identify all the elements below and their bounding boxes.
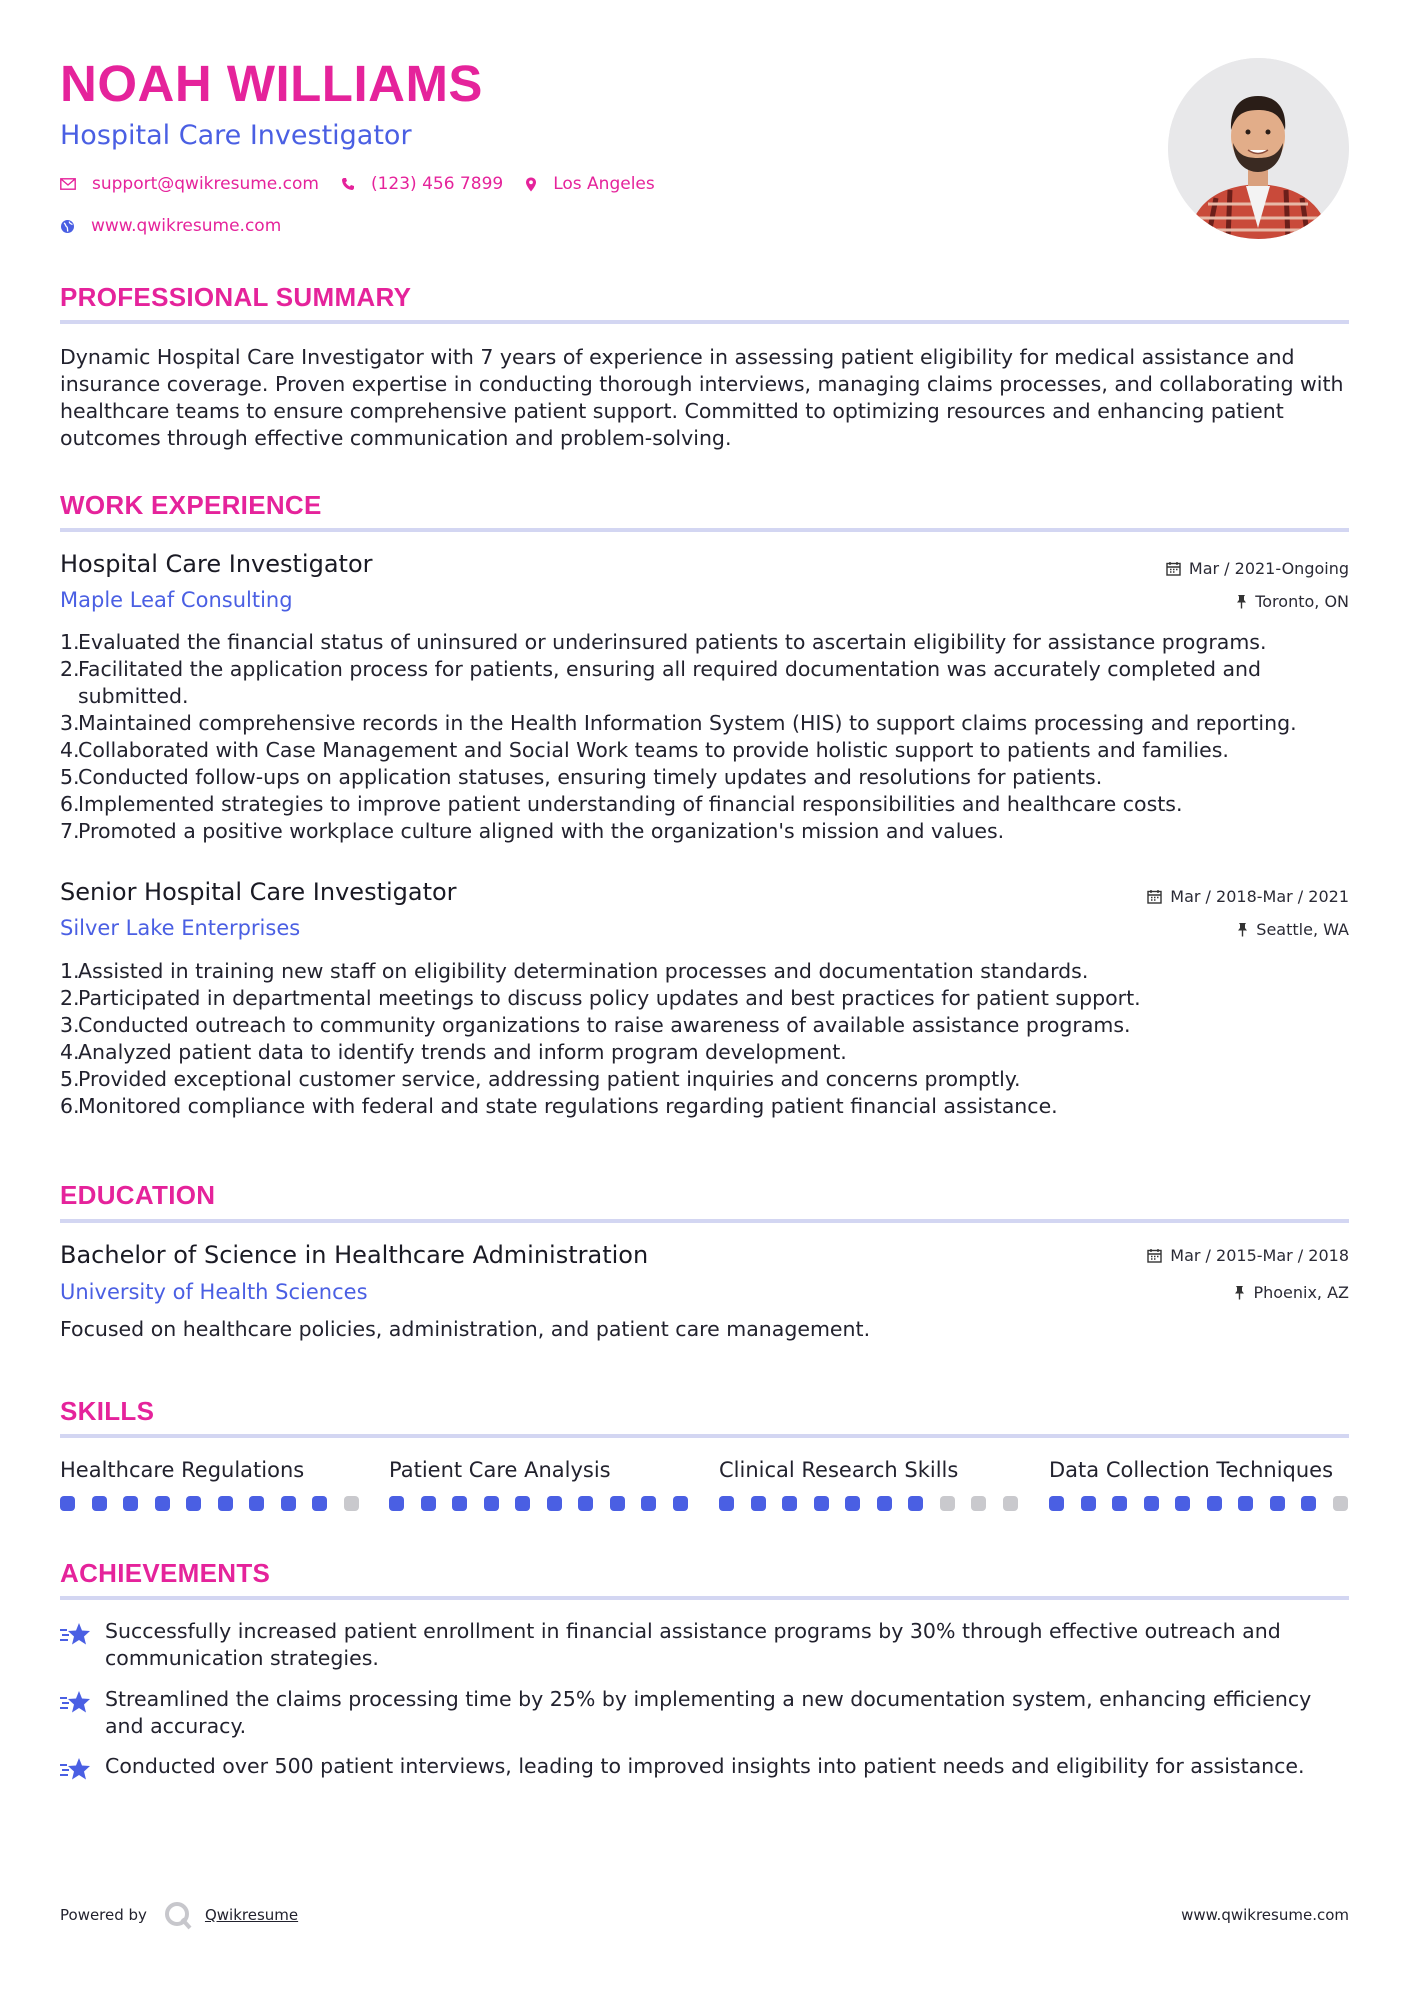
list-item: 2. Facilitated the application process for patients, ensuring all required documentation was accurately completed and submitted. — [60, 657, 1262, 708]
skill-dot-filled — [60, 1496, 75, 1511]
calendar-icon — [1166, 561, 1181, 576]
job-location — [1237, 920, 1349, 939]
envelope-icon — [60, 178, 76, 190]
education-divider — [60, 1219, 1349, 1223]
list-item: 3. Conducted outreach to community organizations to raise awareness of available assistance programs. — [60, 1013, 1131, 1037]
job-location-text: Toronto, ON — [1255, 592, 1349, 611]
email-text[interactable]: support@qwikresume.com — [92, 174, 319, 194]
experience-heading: WORK EXPERIENCE — [60, 490, 322, 520]
list-item: 5. Conducted follow-ups on application statuses, ensuring timely updates and resolutions for patients. — [60, 765, 1103, 789]
footer-website[interactable]: www.qwikresume.com — [1181, 1906, 1349, 1924]
skill-dot-filled — [578, 1496, 593, 1511]
skill-dot-filled — [281, 1496, 296, 1511]
skill-item — [60, 1458, 360, 1482]
skills-divider — [60, 1434, 1349, 1438]
skill-dot-filled — [1112, 1496, 1127, 1511]
contact-website[interactable] — [60, 216, 281, 236]
achievements-divider — [60, 1596, 1349, 1600]
list-item: 5. Provided exceptional customer service, addressing patient inquiries and concerns promptly. — [60, 1067, 1021, 1091]
skill-dot-filled — [312, 1496, 327, 1511]
skills-heading: SKILLS — [60, 1396, 155, 1426]
degree-title: Bachelor of Science in Healthcare Administration — [60, 1241, 649, 1269]
skill-dot-filled — [641, 1496, 656, 1511]
education-dates-text: Mar / 2015-Mar / 2018 — [1170, 1246, 1349, 1265]
phone-icon — [341, 177, 355, 191]
skill-dot-filled — [1270, 1496, 1285, 1511]
list-item: 4. Collaborated with Case Management and Social Work teams to provide holistic support to patients and families. — [60, 738, 1229, 762]
list-item: 1. Assisted in training new staff on eligibility determination processes and documentation standards. — [60, 959, 1089, 983]
skill-rating — [1049, 1496, 1364, 1511]
skill-dot-filled — [123, 1496, 138, 1511]
education-location — [1234, 1283, 1349, 1302]
skill-name: Patient Care Analysis — [389, 1458, 611, 1482]
skill-dot-empty — [344, 1496, 359, 1511]
list-item: 2. Participated in departmental meetings to discuss policy updates and best practices for patient support. — [60, 986, 1141, 1010]
job-title: Senior Hospital Care Investigator — [60, 878, 457, 906]
skill-dot-empty — [1333, 1496, 1348, 1511]
job-dates — [1147, 887, 1349, 906]
skill-dot-filled — [877, 1496, 892, 1511]
company-name: Maple Leaf Consulting — [60, 588, 293, 612]
list-item: 6. Monitored compliance with federal and state regulations regarding patient financial assistance. — [60, 1094, 1058, 1118]
star-icon — [60, 1686, 105, 1740]
skill-dot-filled — [484, 1496, 499, 1511]
skill-dot-filled — [515, 1496, 530, 1511]
education-heading: EDUCATION — [60, 1180, 216, 1210]
skill-name: Clinical Research Skills — [719, 1458, 959, 1482]
summary-divider — [60, 320, 1349, 324]
skill-dot-filled — [452, 1496, 467, 1511]
job-bullets — [60, 629, 1349, 845]
achievement-item — [60, 1753, 1349, 1787]
phone-text: (123) 456 7899 — [370, 174, 504, 194]
skill-dot-filled — [1238, 1496, 1253, 1511]
location-text: Los Angeles — [553, 174, 655, 194]
job-location-text: Seattle, WA — [1256, 920, 1349, 939]
list-item: 3. Maintained comprehensive records in the Health Information System (HIS) to support claims processing and reporting. — [60, 711, 1297, 735]
skill-dot-filled — [751, 1496, 766, 1511]
skill-dot-filled — [249, 1496, 264, 1511]
globe-icon — [60, 219, 75, 234]
contact-phone — [341, 174, 503, 194]
skill-dot-empty — [940, 1496, 955, 1511]
star-icon — [60, 1618, 105, 1672]
achievement-text: Conducted over 500 patient interviews, leading to improved insights into patient needs and eligibility for assistance. — [105, 1754, 1305, 1778]
skill-dot-filled — [1301, 1496, 1316, 1511]
list-item: 7. Promoted a positive workplace culture aligned with the organization's mission and values. — [60, 819, 1005, 843]
skill-dot-filled — [673, 1496, 688, 1511]
skill-dot-filled — [610, 1496, 625, 1511]
skill-dot-filled — [1049, 1496, 1064, 1511]
job-dates — [1166, 559, 1349, 578]
skill-rating — [60, 1496, 375, 1511]
calendar-icon — [1147, 1248, 1162, 1263]
pushpin-icon — [1234, 1285, 1245, 1300]
skill-dot-empty — [971, 1496, 986, 1511]
achievements-heading: ACHIEVEMENTS — [60, 1558, 271, 1588]
skill-rating — [719, 1496, 1034, 1511]
job-dates-text: Mar / 2018-Mar / 2021 — [1170, 887, 1349, 906]
skill-dot-filled — [908, 1496, 923, 1511]
skill-dot-filled — [186, 1496, 201, 1511]
skill-rating — [389, 1496, 704, 1511]
skill-dot-filled — [547, 1496, 562, 1511]
skill-dot-filled — [155, 1496, 170, 1511]
profile-photo-illustration — [1168, 58, 1349, 239]
calendar-icon — [1147, 889, 1162, 904]
profile-photo — [1168, 58, 1349, 239]
list-item: 4. Analyzed patient data to identify trends and inform program development. — [60, 1040, 847, 1064]
job-location — [1236, 592, 1349, 611]
candidate-name: NOAH WILLIAMS — [60, 55, 483, 112]
education-location-text: Phoenix, AZ — [1253, 1283, 1349, 1302]
achievement-item — [60, 1618, 1349, 1672]
company-name: Silver Lake Enterprises — [60, 916, 301, 940]
skill-dot-filled — [218, 1496, 233, 1511]
skill-dot-filled — [719, 1496, 734, 1511]
achievement-text: Successfully increased patient enrollment in financial assistance programs by 30% through effective outreach and communication strategies. — [105, 1619, 1281, 1670]
candidate-role: Hospital Care Investigator — [60, 120, 412, 151]
powered-by-label: Powered by — [60, 1906, 147, 1924]
education-dates — [1147, 1246, 1349, 1265]
skill-dot-filled — [421, 1496, 436, 1511]
skill-dot-filled — [845, 1496, 860, 1511]
pushpin-icon — [1237, 922, 1248, 937]
contact-email[interactable] — [60, 174, 319, 194]
job-title: Hospital Care Investigator — [60, 550, 373, 578]
skill-dot-filled — [814, 1496, 829, 1511]
list-item: 6. Implemented strategies to improve patient understanding of financial responsibilities and healthcare costs. — [60, 792, 1183, 816]
skill-name: Data Collection Techniques — [1049, 1458, 1334, 1482]
skill-dot-filled — [1144, 1496, 1159, 1511]
education-description: Focused on healthcare policies, administration, and patient care management. — [60, 1317, 871, 1341]
map-pin-icon — [525, 177, 537, 192]
summary-heading: PROFESSIONAL SUMMARY — [60, 282, 412, 312]
skill-item — [719, 1458, 1019, 1482]
skill-item — [389, 1458, 689, 1482]
summary-text: Dynamic Hospital Care Investigator with 7 years of experience in assessing patient eligibility for medical assistance and insurance coverage. Proven expertise in conducting thorough interviews, managing claims processes, and collaborating with healthcare teams to ensure comprehensive patient support. Committed to optimizing resources and enhancing patient outcomes through effective communication and problem-solving. — [60, 345, 1344, 450]
achievement-text: Streamlined the claims processing time by 25% by implementing a new documentation system, enhancing efficiency and accuracy. — [105, 1687, 1312, 1738]
qwikresume-logo-icon — [163, 1900, 193, 1930]
skill-dot-filled — [782, 1496, 797, 1511]
brand-link[interactable]: Qwikresume — [204, 1906, 299, 1924]
job-bullets — [60, 958, 1349, 1120]
footer-powered-by — [60, 1900, 298, 1930]
school-name: University of Health Sciences — [60, 1280, 368, 1304]
job-dates-text: Mar / 2021-Ongoing — [1188, 559, 1349, 578]
contact-row-web — [60, 216, 303, 236]
skill-dot-filled — [1207, 1496, 1222, 1511]
skill-dot-filled — [389, 1496, 404, 1511]
contact-location — [525, 174, 655, 194]
achievement-item — [60, 1686, 1349, 1740]
pushpin-icon — [1236, 594, 1247, 609]
skill-item — [1049, 1458, 1349, 1482]
skill-dot-filled — [1081, 1496, 1096, 1511]
experience-divider — [60, 528, 1349, 532]
contact-row — [60, 174, 677, 194]
skill-name: Healthcare Regulations — [60, 1458, 305, 1482]
skill-dot-empty — [1003, 1496, 1018, 1511]
website-text[interactable]: www.qwikresume.com — [91, 216, 282, 236]
skill-dot-filled — [92, 1496, 107, 1511]
list-item: 1. Evaluated the financial status of uninsured or underinsured patients to ascertain eligibility for assistance programs. — [60, 630, 1267, 654]
star-icon — [60, 1753, 105, 1787]
skill-dot-filled — [1175, 1496, 1190, 1511]
